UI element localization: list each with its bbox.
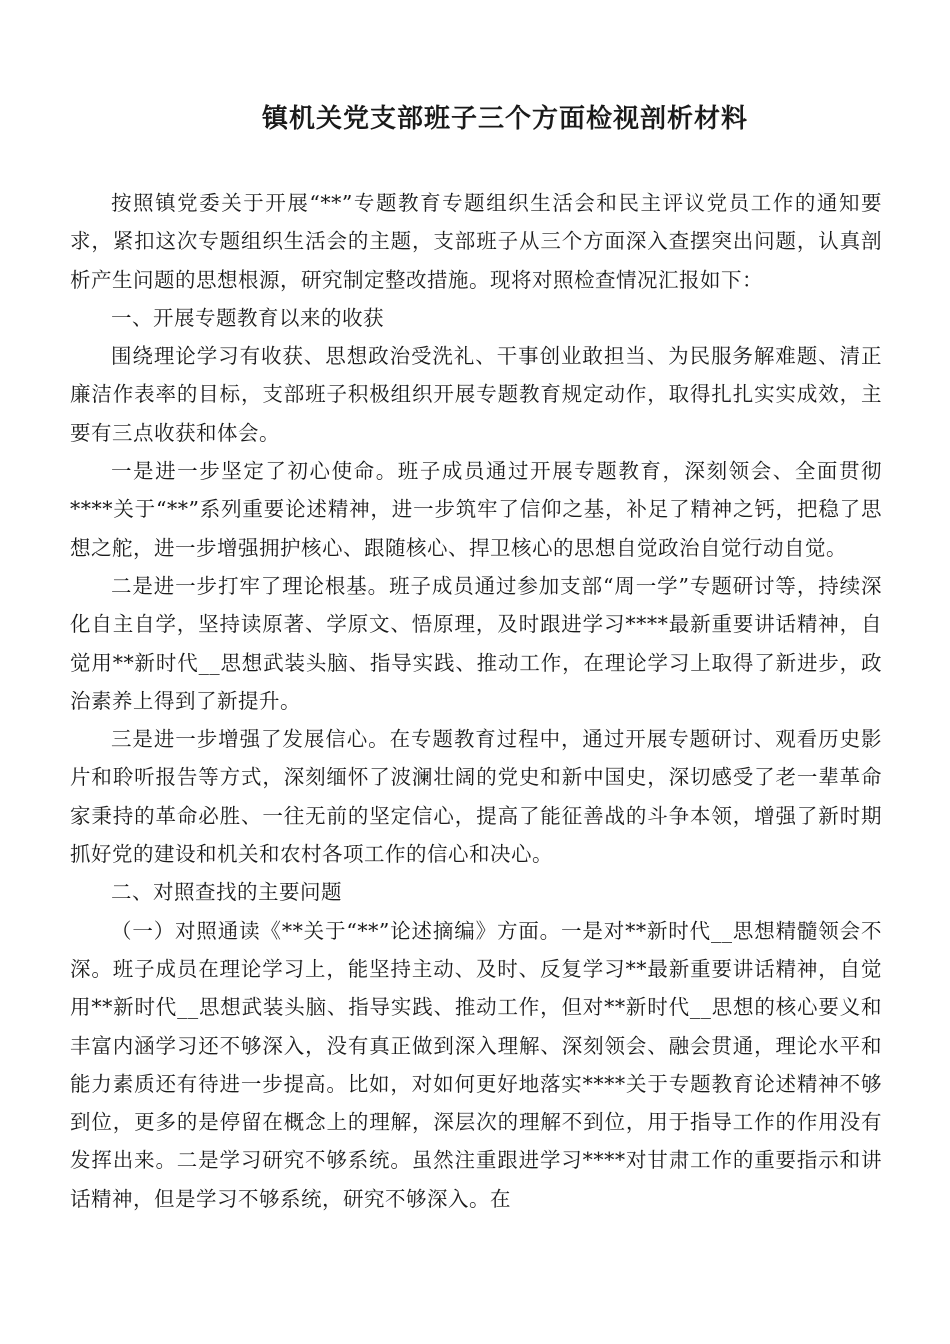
document-title: 镇机关党支部班子三个方面检视剖析材料 [261,104,748,134]
document-body [70,184,882,1218]
body-paragraph: 三是进一步增强了发展信心。在专题教育过程中，通过开展专题研讨、观看历史影片和聆听报告等方式，深刻缅怀了波澜壮阔的党史和新中国史，深切感受了老一辈革命家秉持的革命必胜、一往无前的坚定信心，提高了能征善战的斗争本领，增强了新时期抓好党的建设和机关和农村各项工作的信心和决心。 [70,727,882,867]
section-heading: 二、对照查找的主要问题 [111,880,342,905]
body-paragraph: 围绕理论学习有收获、思想政治受洗礼、干事创业敢担当、为民服务解难题、清正廉洁作表率的目标，支部班子积极组织开展专题教育规定动作，取得扎扎实实成效，主要有三点收获和体会。 [70,344,882,445]
body-paragraph: 二是进一步打牢了理论根基。班子成员通过参加支部“周一学”专题研讨等，持续深化自主自学，坚持读原著、学原文、悟原理，及时跟进学习****最新重要讲话精神，自觉用**新时代__思想武装头脑、指导实践、推动工作，在理论学习上取得了新进步，政治素养上得到了新提升。 [70,573,882,713]
body-paragraph: 按照镇党委关于开展“**”专题教育专题组织生活会和民主评议党员工作的通知要求，紧扣这次专题组织生活会的主题，支部班子从三个方面深入查摆突出问题，认真剖析产生问题的思想根源，研究制定整改措施。现将对照检查情况汇报如下： [70,191,882,292]
body-paragraph: 一是进一步坚定了初心使命。班子成员通过开展专题教育，深刻领会、全面贯彻****关于“**”系列重要论述精神，进一步筑牢了信仰之基，补足了精神之钙，把稳了思想之舵，进一步增强拥护核心、跟随核心、捍卫核心的思想自觉政治自觉行动自觉。 [70,459,882,560]
section-heading: 一、开展专题教育以来的收获 [111,305,384,330]
body-paragraph: （一）对照通读《**关于“**”论述摘编》方面。一是对**新时代__思想精髓领会不深。班子成员在理论学习上，能坚持主动、及时、反复学习**最新重要讲话精神，自觉用**新时代__思想武装头脑、指导实践、推动工作，但对**新时代__思想的核心要义和丰富内涵学习还不够深入，没有真正做到深入理解、深刻领会、融会贯通，理论水平和能力素质还有待进一步提高。比如，对如何更好地落实****关于专题教育论述精神不够到位，更多的是停留在概念上的理解，深层次的理解不到位，用于指导工作的作用没有发挥出来。二是学习研究不够系统。虽然注重跟进学习****对甘肃工作的重要指示和讲话精神，但是学习不够系统，研究不够深入。在 [70,918,882,1211]
